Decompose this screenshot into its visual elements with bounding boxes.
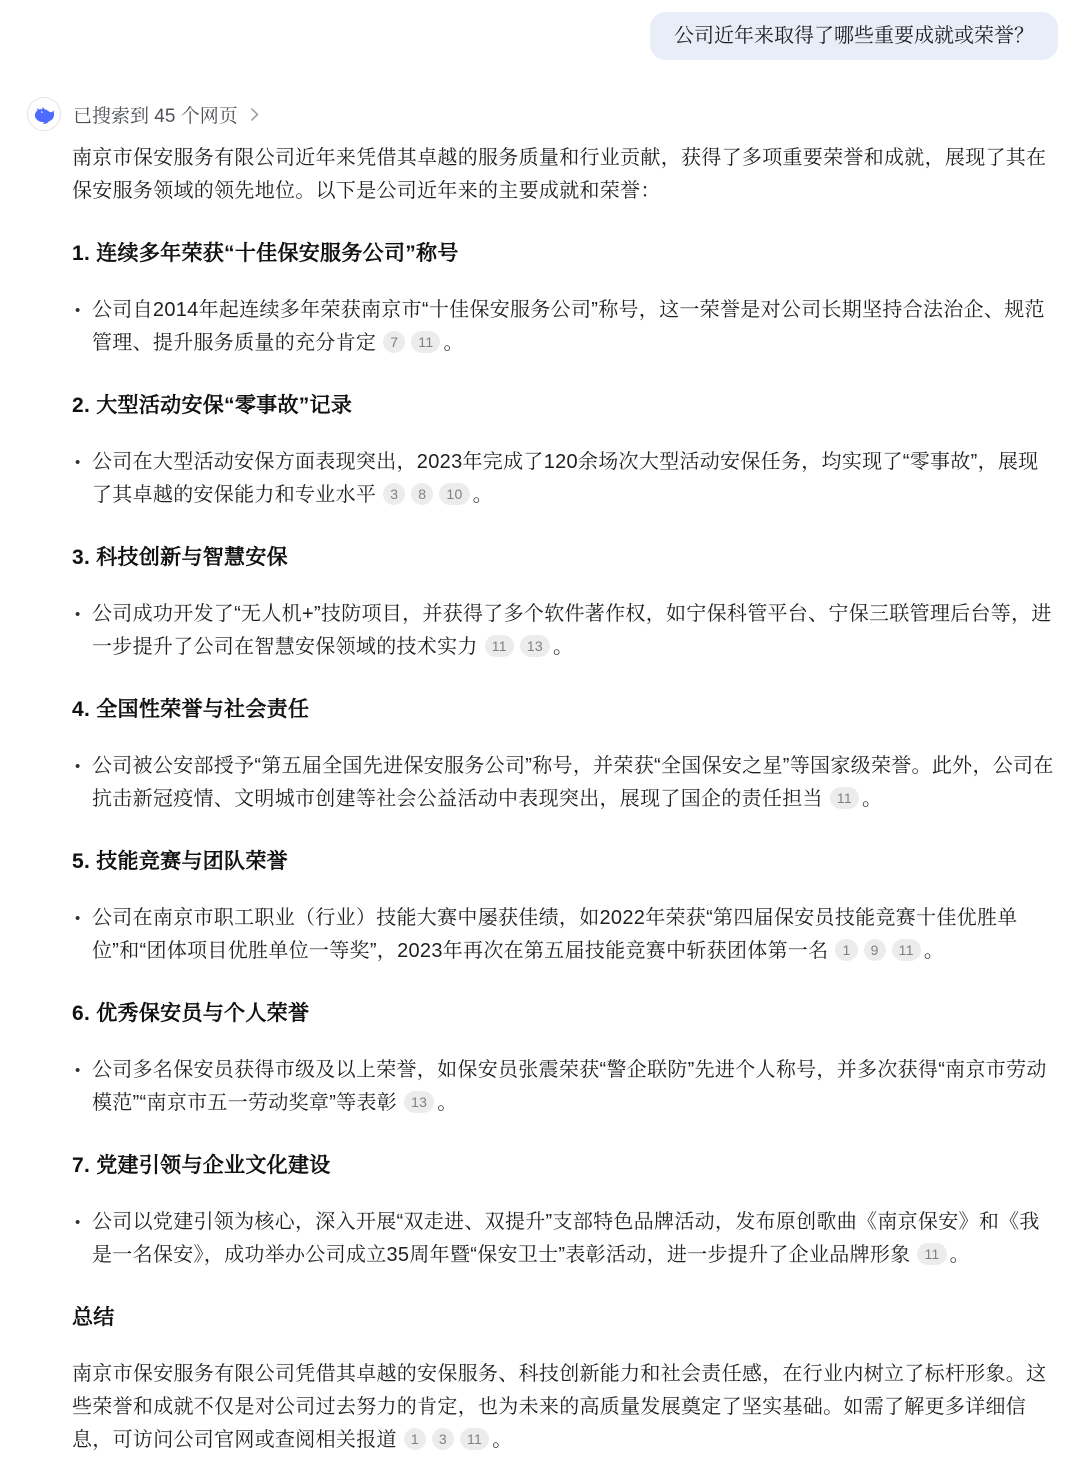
citation-pill[interactable]: 11 [460, 1428, 489, 1450]
deepseek-whale-icon [33, 103, 56, 126]
citation-pill[interactable]: 3 [432, 1428, 454, 1450]
sentence-period: 。 [437, 1092, 458, 1114]
bullet-citations [401, 1092, 437, 1114]
search-status-row[interactable] [27, 97, 1080, 131]
section-heading: 2. 大型活动安保“零事故”记录 [72, 394, 353, 417]
section-bullet-paragraph [72, 294, 1058, 360]
section-bullet-paragraph [72, 598, 1058, 664]
citation-pill[interactable]: 7 [383, 331, 405, 353]
sentence-period: 。 [443, 332, 464, 354]
section-heading: 1. 连续多年荣获“十佳保安服务公司”称号 [72, 242, 459, 265]
section-bullet-paragraph [72, 902, 1058, 968]
citation-pill[interactable]: 13 [404, 1091, 434, 1113]
citation-pill[interactable]: 11 [917, 1243, 946, 1265]
citation-pill[interactable]: 11 [892, 939, 921, 961]
section-bullet-paragraph [72, 1054, 1058, 1120]
summary-paragraph [72, 1358, 1058, 1457]
citation-pill[interactable]: 11 [830, 787, 859, 809]
bullet-text: 公司被公安部授予“第五届全国先进保安服务公司”称号，并荣获“全国保安之星”等国家级荣誉。此外，公司在抗击新冠疫情、文明城市创建等社会公益活动中表现突出，展现了国企的责任担当 [92, 755, 1054, 810]
citation-pill[interactable]: 11 [411, 331, 440, 353]
section-bullet-paragraph [72, 446, 1058, 512]
answer-sections [72, 241, 1058, 1272]
sentence-period: 。 [949, 1244, 970, 1266]
section-bullet-paragraph [72, 1206, 1058, 1272]
bullet-citations [832, 940, 923, 962]
user-message-bubble: 公司近年来取得了哪些重要成就或荣誉？ [650, 12, 1058, 60]
assistant-answer [72, 142, 1058, 1457]
sentence-period: 。 [861, 788, 883, 810]
citation-pill[interactable]: 13 [520, 635, 550, 657]
bullet-text: 公司在大型活动安保方面表现突出，2023年完成了120余场次大型活动安保任务，均实现了“零事故”，展现了其卓越的安保能力和专业水平 [92, 451, 1039, 506]
bullet-citations [482, 636, 553, 658]
citation-pill[interactable]: 10 [439, 483, 469, 505]
bullet-text: 公司在南京市职工职业（行业）技能大赛中屡获佳绩，如2022年荣获“第四届保安员技能竞赛十佳优胜单位”和“团体项目优胜单位一等奖”，2023年再次在第五届技能竞赛中斩获团体第一名 [92, 907, 1018, 962]
bullet-citations [380, 332, 443, 354]
citation-pill[interactable]: 1 [835, 939, 857, 961]
section-heading: 3. 科技创新与智慧安保 [72, 546, 288, 569]
sentence-period: 。 [553, 636, 574, 658]
bullet-text: 公司自2014年起连续多年荣获南京市“十佳保安服务公司”称号，这一荣誉是对公司长期坚持合法治企、规范管理、提升服务质量的充分肯定 [92, 299, 1045, 354]
citation-pill[interactable]: 9 [864, 939, 886, 961]
bullet-text: 公司多名保安员获得市级及以上荣誉，如保安员张震荣获“警企联防”先进个人称号，并多次获得“南京市劳动模范”“南京市五一劳动奖章”等表彰 [92, 1059, 1047, 1114]
citation-pill[interactable]: 11 [485, 635, 514, 657]
section-heading: 6. 优秀保安员与个人荣誉 [72, 1002, 310, 1025]
bullet-citations [827, 788, 862, 810]
search-status-label: 已搜索到 45 个网页 [73, 105, 238, 127]
assistant-avatar [27, 97, 61, 131]
sentence-period: 。 [923, 940, 945, 962]
bullet-text: 公司成功开发了“无人机+”技防项目，并获得了多个软件著作权，如宁保科管平台、宁保三联管理后台等，进一步提升了公司在智慧安保领域的技术实力 [92, 603, 1052, 658]
section-bullet-paragraph [72, 750, 1058, 816]
citation-pill[interactable]: 1 [404, 1428, 426, 1450]
summary-citations [401, 1429, 492, 1451]
section-heading: 4. 全国性荣誉与社会责任 [72, 698, 310, 721]
citation-pill[interactable]: 8 [411, 483, 433, 505]
bullet-text: 公司以党建引领为核心，深入开展“双走进、双提升”支部特色品牌活动，发布原创歌曲《南京保安》和《我是一名保安》，成功举办公司成立35周年暨“保安卫士”表彰活动，进一步提升了企业品牌形象 [92, 1211, 1040, 1266]
citation-pill[interactable]: 3 [383, 483, 405, 505]
bullet-citations [914, 1244, 949, 1266]
bullet-citations [380, 484, 472, 506]
section-heading: 7. 党建引领与企业文化建设 [72, 1154, 331, 1177]
summary-text: 南京市保安服务有限公司凭借其卓越的安保服务、科技创新能力和社会责任感，在行业内树立了标杆形象。这些荣誉和成就不仅是对公司过去努力的肯定，也为未来的高质量发展奠定了坚实基础。如需了解更多详细信息，可访问公司官网或查阅相关报道 [72, 1363, 1047, 1451]
user-message-row [0, 12, 1080, 60]
summary-heading: 总结 [72, 1306, 115, 1329]
section-heading: 5. 技能竞赛与团队荣誉 [72, 850, 288, 873]
answer-intro-paragraph: 南京市保安服务有限公司近年来凭借其卓越的服务质量和行业贡献，获得了多项重要荣誉和成就，展现了其在保安服务领域的领先地位。以下是公司近年来的主要成就和荣誉： [72, 147, 1047, 202]
sentence-period: 。 [492, 1429, 513, 1451]
sentence-period: 。 [472, 484, 493, 506]
chevron-right-icon [247, 107, 262, 122]
